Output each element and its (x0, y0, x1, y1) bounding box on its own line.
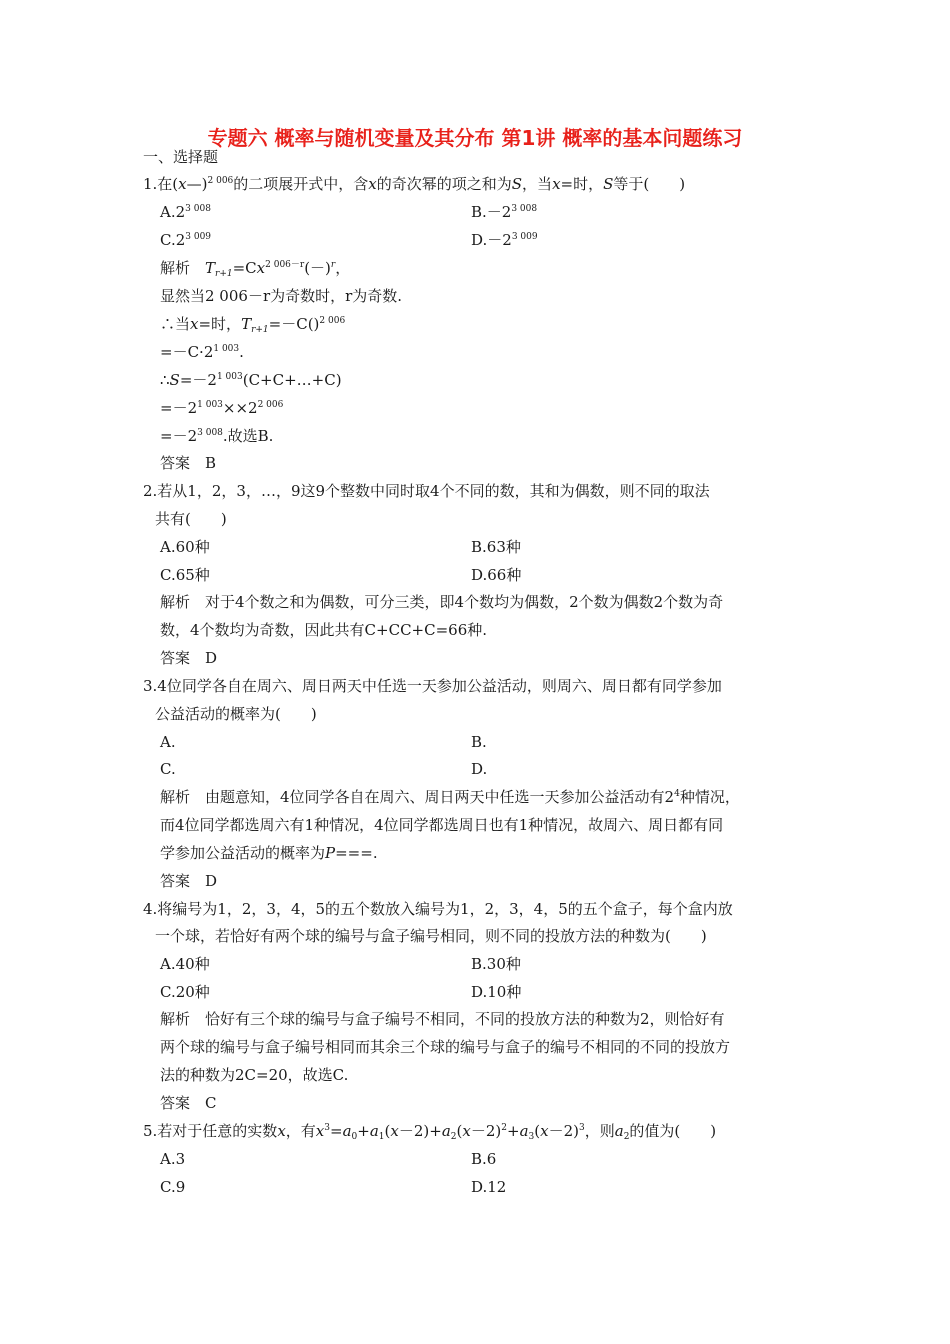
q3-solution-line-2: 而4位同学都选周六有1种情况，4位同学都选周日也有1种情况，故周六、周日都有同 (160, 816, 724, 834)
page-title: 专题六 概率与随机变量及其分布 第1讲 概率的基本问题练习 (207, 126, 743, 150)
q3-stem-line-1: 3.4位同学各自在周六、周日两天中任选一天参加公益活动，则周六、周日都有同学参加 (143, 677, 722, 695)
q4-option-b: B.30种 (471, 955, 521, 973)
q2-answer: 答案 D (160, 649, 218, 667)
q1-solution-line-1: 解析 $T_{r+1}=Cx^{2 006-r}(-)^r$， (160, 259, 351, 279)
q1-solution-line-7: $=-2^{3 008}$.故选B. (160, 427, 274, 445)
q4-solution-line-1: 解析 恰好有三个球的编号与盒子编号不相同，不同的投放方法的种数为2，则恰好有 (160, 1010, 725, 1028)
q2-stem-line-1: 2.若从1，2，3，…，9这9个整数中同时取4个不同的数，其和为偶数，则不同的取法 (143, 482, 710, 500)
q1-solution-line-4: $=-C\cdot 2^{1 003}$. (160, 343, 244, 361)
q2-option-a: A.60种 (160, 538, 210, 556)
q1-solution-line-6: $=-2^{1 003}\times\times 2^{2 006}$ (160, 399, 284, 417)
q2-solution-line-2: 数，4个数均为奇数，因此共有C+CC+C=66种. (160, 621, 488, 639)
q2-option-d: D.66种 (471, 566, 522, 584)
q5-stem: 5.若对于任意的实数x，有$x^3=a_0+a_1(x-2)+a_2(x-2)^2+a_3(x-2)^3$，则$a_2$的值为( ) (143, 1122, 717, 1142)
q1-option-c: $C.2^{3 009}$ (160, 231, 212, 249)
q3-option-b: B. (471, 733, 487, 751)
q1-answer: 答案 B (160, 454, 217, 472)
q5-option-a: A.3 (160, 1150, 186, 1168)
q5-option-c: C.9 (160, 1178, 186, 1196)
q1-solution-line-2: 显然当2 006－r为奇数时，r为奇数. (160, 287, 403, 305)
q3-stem-line-2: 公益活动的概率为( ) (155, 705, 317, 723)
q1-stem: 1.在(x—)$^{2 006}$的二项展开式中，含x的奇次幂的项之和为S，当x=时，S等于( ) (143, 175, 686, 193)
q3-option-c: C. (160, 760, 176, 778)
q4-option-d: D.10种 (471, 983, 522, 1001)
q4-option-a: A.40种 (160, 955, 210, 973)
q2-option-c: C.65种 (160, 566, 210, 584)
q3-solution-line-3: 学参加公益活动的概率为P===. (160, 844, 378, 862)
q5-option-b: B.6 (471, 1150, 497, 1168)
q2-stem-line-2: 共有( ) (155, 510, 227, 528)
q4-option-c: C.20种 (160, 983, 210, 1001)
q3-option-a: A. (160, 733, 176, 751)
q4-stem-line-2: 一个球，若恰好有两个球的编号与盒子编号相同，则不同的投放方法的种数为( ) (155, 927, 707, 945)
section-heading: 一、选择题 (143, 148, 219, 166)
q2-solution-line-1: 解析 对于4个数之和为偶数，可分三类，即4个数均为偶数，2个数为偶数2个数为奇 (160, 593, 724, 611)
q3-option-d: D. (471, 760, 488, 778)
q5-option-d: D.12 (471, 1178, 507, 1196)
q2-option-b: B.63种 (471, 538, 521, 556)
q3-solution-line-1: 解析 由题意知，4位同学各自在周六、周日两天中任选一天参加公益活动有$2^4$种情况， (160, 788, 740, 806)
q4-answer: 答案 C (160, 1094, 217, 1112)
q1-option-b: $B.-2^{3 008}$ (471, 203, 538, 221)
q1-option-d: $D.-2^{3 009}$ (471, 231, 538, 249)
q3-answer: 答案 D (160, 872, 218, 890)
q4-solution-line-2: 两个球的编号与盒子编号相同而其余三个球的编号与盒子的编号不相同的不同的投放方 (160, 1038, 731, 1056)
q1-solution-line-3: ∴当x=时，$T_{r+1}=-C()^{2 006}$ (160, 315, 346, 335)
q1-solution-line-5: $\therefore S=-2^{1 003}(C+C+\dots+C)$ (160, 371, 342, 389)
q4-solution-line-3: 法的种数为2C=20，故选C. (160, 1066, 349, 1084)
q4-stem-line-1: 4.将编号为1，2，3，4，5的五个数放入编号为1，2，3，4，5的五个盒子，每个盒内放 (143, 900, 733, 918)
q1-option-a: $A.2^{3 008}$ (160, 203, 211, 221)
